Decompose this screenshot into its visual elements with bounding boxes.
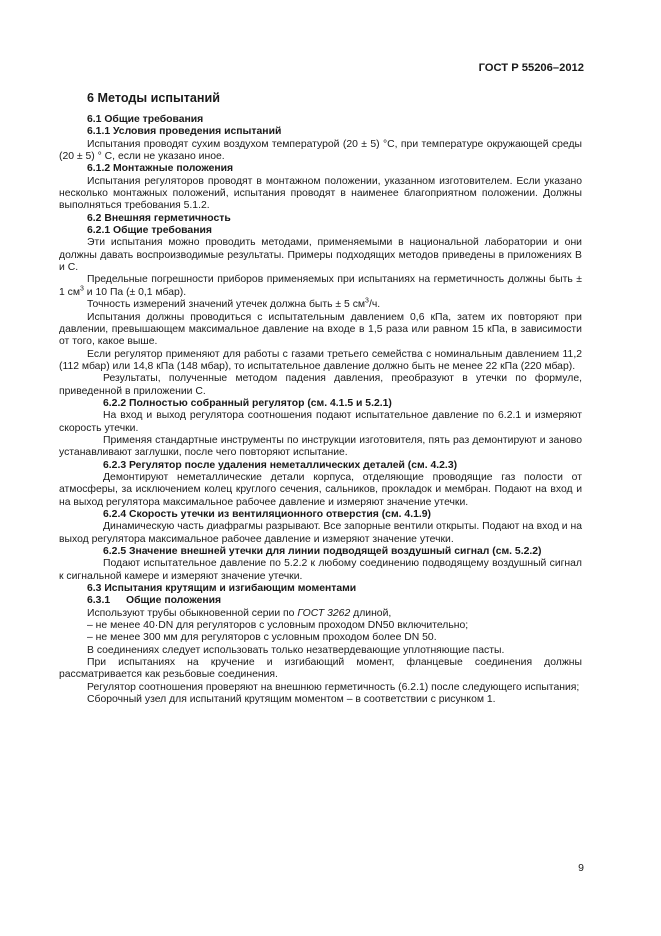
paragraph: Демонтируют неметаллические детали корпуса, отделяющие проводящие газ полости от атмосферы, за исключением колец круглого сечения, сальников, прокладок и мембран. Подают на вход и на выход регулятора максимальное рабочее давление и измеряют значение утечки. bbox=[59, 471, 582, 508]
paragraph: При испытаниях на кручение и изгибающий момент, фланцевые соединения должны рассматривается как резьбовые соединения. bbox=[59, 657, 582, 681]
paragraph: Если регулятор применяют для работы с газами третьего семейства с номинальным давлением 11,2 (112 мбар) или 14,8 кПа (148 мбар), то испытательное давление должно быть не менее 22 кПа (220 мбар). bbox=[59, 348, 582, 372]
paragraph: Сборочный узел для испытаний крутящим моментом – в соответствии с рисунком 1. bbox=[87, 694, 496, 706]
text: Предельные погрешности приборов применяемых при испытаниях на герметичность должны быть ± 1 см bbox=[59, 274, 582, 298]
heading-6-2-5: 6.2.5 Значение внешней утечки для линии подводящей воздушный сигнал (см. 5.2.2) bbox=[103, 546, 542, 558]
text: Используют трубы обыкновенной серии по bbox=[87, 607, 298, 619]
standard-designation: ГОСТ Р 55206–2012 bbox=[478, 62, 584, 74]
superscript: 3 bbox=[80, 285, 84, 293]
heading-text: Общие положения bbox=[126, 595, 222, 607]
heading-6-2-2: 6.2.2 Полностью собранный регулятор (см. 4.1.5 и 5.2.1) bbox=[103, 397, 392, 409]
text: Точность измерений значений утечек должна быть ± 5 см bbox=[87, 299, 366, 311]
standard-reference: ГОСТ 3262 bbox=[297, 607, 351, 619]
paragraph: Подают испытательное давление по 5.2.2 к любому соединению подводящему воздушный сигнал к сигнальной камере и измеряют значение утечки. bbox=[59, 558, 582, 582]
page-number: 9 bbox=[578, 862, 584, 874]
text: длиной, bbox=[350, 607, 392, 619]
paragraph: Применяя стандартные инструменты по инструкции изготовителя, пять раз демонтируют и заново устанавливают заглушки, после чего повторяют испытание. bbox=[59, 434, 582, 459]
superscript: 3 bbox=[365, 297, 369, 305]
paragraph-pipes bbox=[59, 608, 582, 620]
heading-6-2-3: 6.2.3 Регулятор после удаления неметаллических деталей (см. 4.2.3) bbox=[103, 459, 458, 471]
heading-6-3: 6.3 Испытания крутящим и изгибающим моментами bbox=[87, 583, 357, 595]
section-title: 6 Методы испытаний bbox=[87, 91, 220, 105]
paragraph: В соединениях следует использовать только незатвердевающие уплотняющие пасты. bbox=[87, 644, 505, 656]
paragraph: Динамическую часть диафрагмы разрывают. Все запорные вентили открыты. Подают на вход и на выход регулятора максимальное рабочее давление и измеряют значение утечки. bbox=[59, 521, 582, 545]
paragraph: Эти испытания можно проводить методами, применяемыми в национальной лаборатории и они должны давать воспроизводимые результаты. Примеры подходящих методов приведены в приложениях В и С. bbox=[59, 237, 582, 274]
heading-6-1: 6.1 Общие требования bbox=[87, 114, 204, 125]
document-body bbox=[59, 86, 582, 707]
paragraph-accuracy bbox=[59, 274, 582, 299]
heading-6-3-1 bbox=[59, 595, 582, 607]
paragraph: Испытания проводят сухим воздухом температурой (20 ± 5) °С, при температуре окружающей среды (20 ± 5) ° С, если не указано иное. bbox=[59, 138, 582, 163]
list-item: – не менее 300 мм для регуляторов с условным проходом более DN 50. bbox=[87, 632, 437, 644]
paragraph: Испытания должны проводиться с испытательным давлением 0,6 кПа, затем их повторяют при давлении, превышающем максимальное давление на входе в 1,5 раза или равном 15 кПа, в зависимости от того, какое выше. bbox=[59, 311, 582, 348]
heading-6-2-4: 6.2.4 Скорость утечки из вентиляционного отверстия (см. 4.1.9) bbox=[103, 509, 431, 520]
paragraph-leak-accuracy bbox=[59, 299, 582, 311]
paragraph: На вход и выход регулятора соотношения подают испытательное давление по 6.2.1 и измеряют скорость утечки. bbox=[59, 410, 582, 434]
paragraph: Испытания регуляторов проводят в монтажном положении, указанном изготовителем. Если указано несколько монтажных положений, испытания проводят в наименее благоприятном положении. Должны выполняться требования 5.1.2. bbox=[59, 175, 582, 212]
paragraph: Результаты, полученные методом падения давления, преобразуют в утечки по формуле, приведенной в приложении С. bbox=[59, 373, 582, 397]
heading-6-1-1: 6.1.1 Условия проведения испытаний bbox=[87, 126, 282, 138]
text: и 10 Па (± 0,1 мбар). bbox=[83, 286, 187, 298]
paragraph: Регулятор соотношения проверяют на внешнюю герметичность (6.2.1) после следующего испытания; bbox=[87, 681, 580, 693]
heading-6-2-1: 6.2.1 Общие требования bbox=[87, 225, 212, 237]
heading-number: 6.3.1 bbox=[87, 595, 111, 607]
text: /ч. bbox=[368, 299, 381, 311]
heading-6-2: 6.2 Внешняя герметичность bbox=[87, 212, 231, 224]
list-item: – не менее 40·DN для регуляторов с условным проходом DN50 включительно; bbox=[87, 620, 469, 632]
heading-6-1-2: 6.1.2 Монтажные положения bbox=[87, 163, 234, 175]
